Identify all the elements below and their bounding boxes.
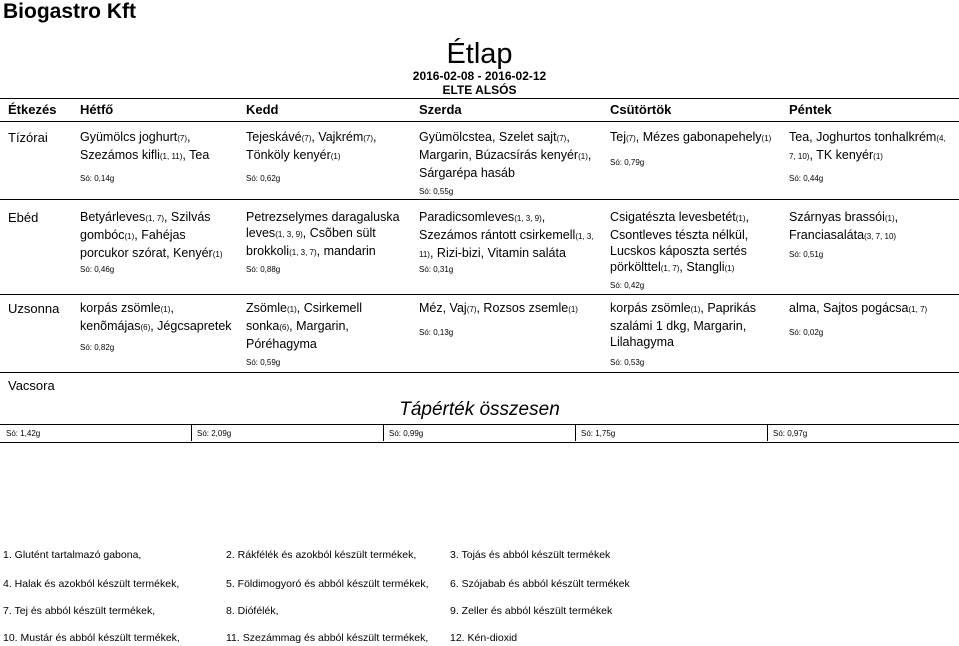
menu-line (419, 129, 591, 147)
meal-label-dinner: Vacsora (8, 378, 55, 393)
menu-line (789, 129, 946, 147)
menu-line (419, 300, 578, 318)
header-meal: Étkezés (8, 102, 57, 117)
allergen-code: (1, 7) (660, 264, 680, 273)
legend-item: 5. Földimogyoró és abból készült termékek, (226, 578, 429, 590)
meal-label-lunch: Ebéd (8, 210, 39, 225)
menu-text: , Mézes gabonapehely (635, 130, 762, 144)
allergen-code: (1) (884, 214, 895, 223)
menu-cell-lunch-thursday (610, 209, 749, 277)
menu-line (419, 165, 591, 181)
menu-text: , Csirkemell (296, 301, 363, 315)
allergen-code: (1, 11) (159, 152, 183, 161)
menu-line (246, 318, 362, 336)
menu-line (246, 225, 400, 243)
menu-cell-snack-monday (80, 300, 232, 336)
allergen-code: (1) (873, 152, 883, 161)
salt-value: Só: 0,13g (419, 328, 454, 337)
header-monday: Hétfő (80, 102, 114, 117)
menu-text: gombóc (80, 228, 125, 242)
menu-line (610, 318, 756, 334)
salt-value: Só: 0,59g (246, 358, 281, 367)
row-divider (0, 372, 959, 373)
menu-line (419, 147, 591, 165)
allergen-code: (7) (301, 134, 312, 143)
header-friday: Péntek (789, 102, 832, 117)
menu-cell-snack-thursday (610, 300, 756, 350)
legend-item: 12. Kén-dioxid (450, 632, 518, 644)
row-divider (0, 199, 959, 200)
menu-cell-snack-friday (789, 300, 927, 318)
menu-text: Gyümölcstea, Szelet sajt (419, 130, 557, 144)
total-salt-friday: Só: 0,97g (773, 429, 808, 438)
allergen-code: (6) (279, 323, 290, 332)
menu-text: , Szilvás (163, 210, 211, 224)
allergen-code: (1) (124, 232, 135, 241)
salt-value: Só: 0,62g (246, 174, 281, 183)
menu-line (789, 227, 898, 245)
menu-line (610, 227, 749, 243)
menu-cell-lunch-tuesday (246, 209, 400, 261)
menu-text: , (541, 210, 546, 224)
menu-line (80, 245, 222, 263)
header-thursday: Csütörtök (610, 102, 672, 117)
legend-item: 4. Halak és azokból készült termékek, (3, 578, 180, 590)
menu-text: , Rozsos zsemle (476, 301, 569, 315)
allergen-code: (1) (568, 305, 578, 314)
legend-item: 8. Diófélék, (226, 605, 279, 617)
date-range: 2016-02-08 - 2016-02-12 (412, 69, 547, 83)
menu-line (610, 300, 756, 318)
menu-text: Franciasaláta (789, 228, 865, 242)
menu-text: , Fahéjas (134, 228, 186, 242)
menu-line (789, 209, 898, 227)
menu-text: Csigatészta levesbetét (610, 210, 736, 224)
allergen-code: (6) (140, 323, 151, 332)
menu-line (610, 243, 749, 259)
header-wednesday: Szerda (419, 102, 462, 117)
total-salt-thursday: Só: 1,75g (581, 429, 616, 438)
menu-line (610, 259, 749, 277)
allergen-code: (1) (286, 305, 297, 314)
allergen-code: (7) (556, 134, 567, 143)
menu-text: porcukor szórat, Kenyér (80, 246, 213, 260)
totals-divider (575, 424, 576, 441)
allergen-code: (1, 3, 9) (514, 214, 542, 223)
menu-text: Lucskos káposzta sertés (610, 244, 747, 258)
allergen-code: 11) (419, 250, 430, 259)
menu-text: , Tea (182, 148, 210, 162)
allergen-code: (1, 7) (908, 305, 928, 314)
allergen-code: (1) (690, 305, 701, 314)
allergen-code: (4, (936, 134, 946, 143)
menu-line (789, 300, 927, 318)
salt-value: Só: 0,79g (610, 158, 645, 167)
menu-text: , Stangli (679, 260, 725, 274)
legend-item: 7. Tej és abból készült termékek, (3, 605, 156, 617)
menu-line (80, 318, 232, 336)
salt-value: Só: 0,31g (419, 265, 454, 274)
legend-item: 2. Rákfélék és azokból készült termékek, (226, 549, 417, 561)
menu-line (419, 209, 594, 227)
salt-value: Só: 0,82g (80, 343, 115, 352)
page-title: Étlap (446, 38, 513, 70)
row-divider (0, 294, 959, 295)
menu-line (610, 334, 756, 350)
salt-value: Só: 0,44g (789, 174, 824, 183)
legend-item: 3. Tojás és abból készült termékek (450, 549, 611, 561)
meal-label-snack: Uzsonna (8, 301, 60, 316)
menu-text: Zsömle (246, 301, 287, 315)
salt-value: Só: 0,55g (419, 187, 454, 196)
allergen-code: (1) (330, 152, 341, 161)
menu-text: brokkoli (246, 244, 290, 258)
menu-cell-breakfast-tuesday (246, 129, 377, 165)
menu-text: Lilahagyma (610, 335, 674, 349)
menu-cell-breakfast-friday (789, 129, 946, 165)
menu-text: , Rizi-bizi, Vitamin saláta (429, 246, 566, 260)
allergen-code: (1, 3, (575, 232, 594, 241)
menu-line (80, 129, 209, 147)
menu-line (246, 209, 400, 225)
total-salt-tuesday: Só: 2,09g (197, 429, 232, 438)
salt-value: Só: 0,46g (80, 265, 115, 274)
menu-line (246, 129, 377, 147)
menu-text: Tönköly kenyér (246, 148, 331, 162)
menu-line (789, 147, 946, 165)
totals-divider (767, 424, 768, 441)
menu-text: , (566, 130, 570, 144)
allergen-code: 7, 10) (789, 152, 810, 161)
menu-line (610, 129, 771, 147)
menu-text: Szezámos rántott csirkemell (419, 228, 576, 242)
salt-value: Só: 0,42g (610, 281, 645, 290)
menu-text: , (187, 130, 191, 144)
allergen-code: (3, 7, 10) (864, 232, 897, 241)
allergen-code: (1, 7) (145, 214, 164, 223)
allergen-code: (1) (578, 152, 588, 161)
legend-item: 11. Szezámmag és abból készült termékek, (226, 632, 429, 644)
menu-line (246, 243, 400, 261)
menu-text: Tea, Joghurtos tonhalkrém (789, 130, 937, 144)
menu-text: Betyárleves (80, 210, 146, 224)
menu-line (246, 300, 362, 318)
header-tuesday: Kedd (246, 102, 279, 117)
menu-line (80, 147, 209, 165)
menu-text: , Jégcsapretek (150, 319, 232, 333)
allergen-code: (1) (160, 305, 171, 314)
menu-line (246, 147, 377, 165)
menu-cell-lunch-friday (789, 209, 898, 245)
menu-text: , (587, 148, 592, 162)
menu-text: Margarin, Búzacsírás kenyér (419, 148, 579, 162)
totals-divider (383, 424, 384, 441)
menu-text: Gyümölcs joghurt (80, 130, 178, 144)
menu-text: Tej (610, 130, 626, 144)
menu-text: Paradicsomleves (419, 210, 515, 224)
menu-line (80, 300, 232, 318)
menu-text: Csontleves tészta nélkül, (610, 228, 749, 242)
menu-cell-lunch-wednesday (419, 209, 594, 263)
totals-title: Tápérték összesen (399, 399, 560, 420)
allergen-code: (1) (212, 250, 223, 259)
menu-text: pörkölttel (610, 260, 661, 274)
menu-text: , Csõben sült (302, 226, 376, 240)
allergen-code: (1) (761, 134, 772, 143)
menu-line (246, 336, 362, 352)
allergen-code: (1, 3, 9) (275, 230, 303, 239)
menu-text: Szezámos kifli (80, 148, 160, 162)
salt-value: Só: 0,51g (789, 250, 824, 259)
menu-cell-breakfast-thursday (610, 129, 771, 147)
menu-line (80, 209, 222, 227)
menu-line (610, 209, 749, 227)
menu-text: sonka (246, 319, 280, 333)
totals-divider (191, 424, 192, 441)
menu-text: , (373, 130, 377, 144)
menu-text: Petrezselymes daragaluska (246, 210, 400, 224)
location: ELTE ALSÓS (442, 83, 517, 97)
allergen-code: (1, 3, 7) (289, 248, 317, 257)
menu-text: , Vajkrém (311, 130, 364, 144)
header-top-border (0, 98, 959, 99)
allergen-code: (7) (177, 134, 188, 143)
menu-text: szalámi 1 dkg, Margarin, (610, 319, 747, 333)
salt-value: Só: 0,14g (80, 174, 115, 183)
menu-line (80, 227, 222, 245)
menu-cell-breakfast-wednesday (419, 129, 591, 181)
totals-row (0, 424, 959, 443)
allergen-code: (7) (466, 305, 477, 314)
legend-item: 10. Mustár és abból készült termékek, (3, 632, 180, 644)
menu-text: , (170, 301, 174, 315)
total-salt-monday: Só: 1,42g (6, 429, 41, 438)
menu-text: , Paprikás (700, 301, 756, 315)
menu-text: Szárnyas brassói (789, 210, 885, 224)
menu-text: , (745, 210, 750, 224)
header-bottom-border (0, 121, 959, 122)
menu-cell-breakfast-monday (80, 129, 209, 165)
allergen-code: (1) (735, 214, 746, 223)
menu-text: Méz, Vaj (419, 301, 467, 315)
menu-text: , Margarin, (289, 319, 349, 333)
menu-line (419, 227, 594, 245)
salt-value: Só: 0,88g (246, 265, 281, 274)
allergen-code: (7) (363, 134, 374, 143)
menu-text: , mandarin (316, 244, 376, 258)
legend-item: 1. Glutént tartalmazó gabona, (3, 549, 142, 561)
menu-cell-snack-tuesday (246, 300, 362, 352)
salt-value: Só: 0,02g (789, 328, 824, 337)
menu-cell-snack-wednesday (419, 300, 578, 318)
menu-text: alma, Sajtos pogácsa (789, 301, 909, 315)
menu-text: kenõmájas (80, 319, 141, 333)
menu-text: Póréhagyma (246, 337, 317, 351)
menu-text: Tejeskávé (246, 130, 302, 144)
allergen-code: (1) (724, 264, 735, 273)
menu-text: korpás zsömle (80, 301, 161, 315)
allergen-code: (7) (625, 134, 636, 143)
legend-item: 6. Szójabab és abból készült termékek (450, 578, 630, 590)
menu-text: Sárgarépa hasáb (419, 166, 515, 180)
menu-text: , TK kenyér (809, 148, 874, 162)
menu-text: korpás zsömle (610, 301, 691, 315)
legend-item: 9. Zeller és abból készült termékek (450, 605, 613, 617)
menu-text: , (894, 210, 899, 224)
meal-label-breakfast: Tízórai (8, 130, 48, 145)
company-name: Biogastro Kft (3, 0, 136, 23)
total-salt-wednesday: Só: 0,99g (389, 429, 424, 438)
menu-line (419, 245, 594, 263)
menu-cell-lunch-monday (80, 209, 222, 263)
menu-text: leves (246, 226, 276, 240)
salt-value: Só: 0,53g (610, 358, 645, 367)
